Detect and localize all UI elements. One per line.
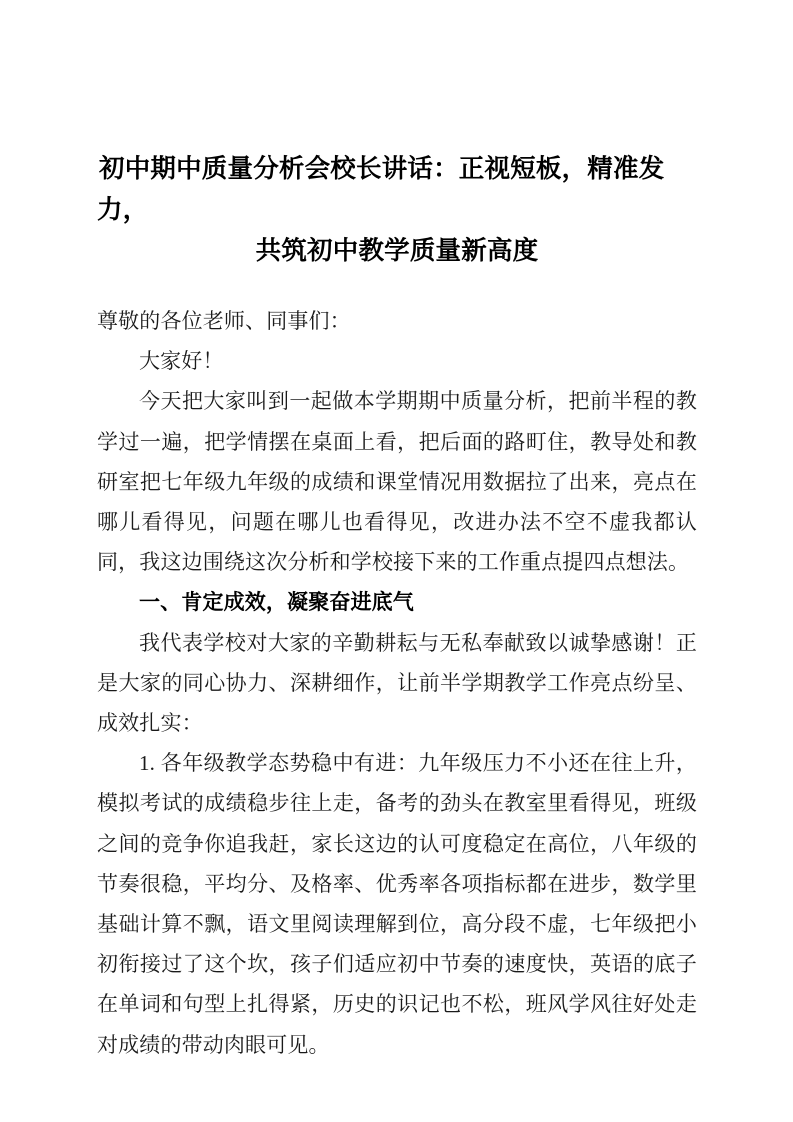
section-one-lead: 我代表学校对大家的辛勤耕耘与无私奉献致以诚挚感谢！正是大家的同心协力、深耕细作，让前半学期教学工作亮点纷呈、成效扎实：	[97, 630, 697, 736]
salutation: 尊敬的各位老师、同事们：	[97, 309, 351, 333]
page-title-line-1: 初中期中质量分析会校长讲话：正视短板，精准发力，	[97, 154, 665, 224]
page-title-line-2: 共筑初中教学质量新高度	[255, 236, 539, 265]
title-spacer	[97, 275, 697, 301]
greeting: 大家好！	[139, 349, 224, 374]
intro-paragraph: 今天把大家叫到一起做本学期期中质量分析，把前半程的教学过一遍，把学情摆在桌面上看，把后面的路町住，教导处和教研室把七年级九年级的成绩和课堂情况用数据拉了出来，亮点在哪儿看得见，问题在哪儿也看得见，改进办法不空不虚我都认同，我这边围绕这次分析和学校接下来的工作重点提四点想法。	[97, 389, 697, 575]
page-title	[97, 148, 697, 271]
section-one-heading: 一、肯定成效，凝聚奋进底气	[139, 590, 414, 615]
document-body	[97, 148, 697, 1065]
section-one-item-1: 1. 各年级教学态势稳中有进：九年级压力不小还在往上升，模拟考试的成绩稳步往上走，备考的劲头在教室里看得见，班级之间的竞争你追我赶，家长这边的认可度稳定在高位，八年级的节奏很稳，平均分、及格率、优秀率各项指标都在进步，数学里基础计算不飘，语文里阅读理解到位，高分段不虚，七年级把小初衔接过了这个坎，孩子们适应初中节奏的速度快，英语的底子在单词和句型上扎得紧，历史的识记也不松，班风学风往好处走对成绩的带动肉眼可见。	[97, 751, 697, 1057]
